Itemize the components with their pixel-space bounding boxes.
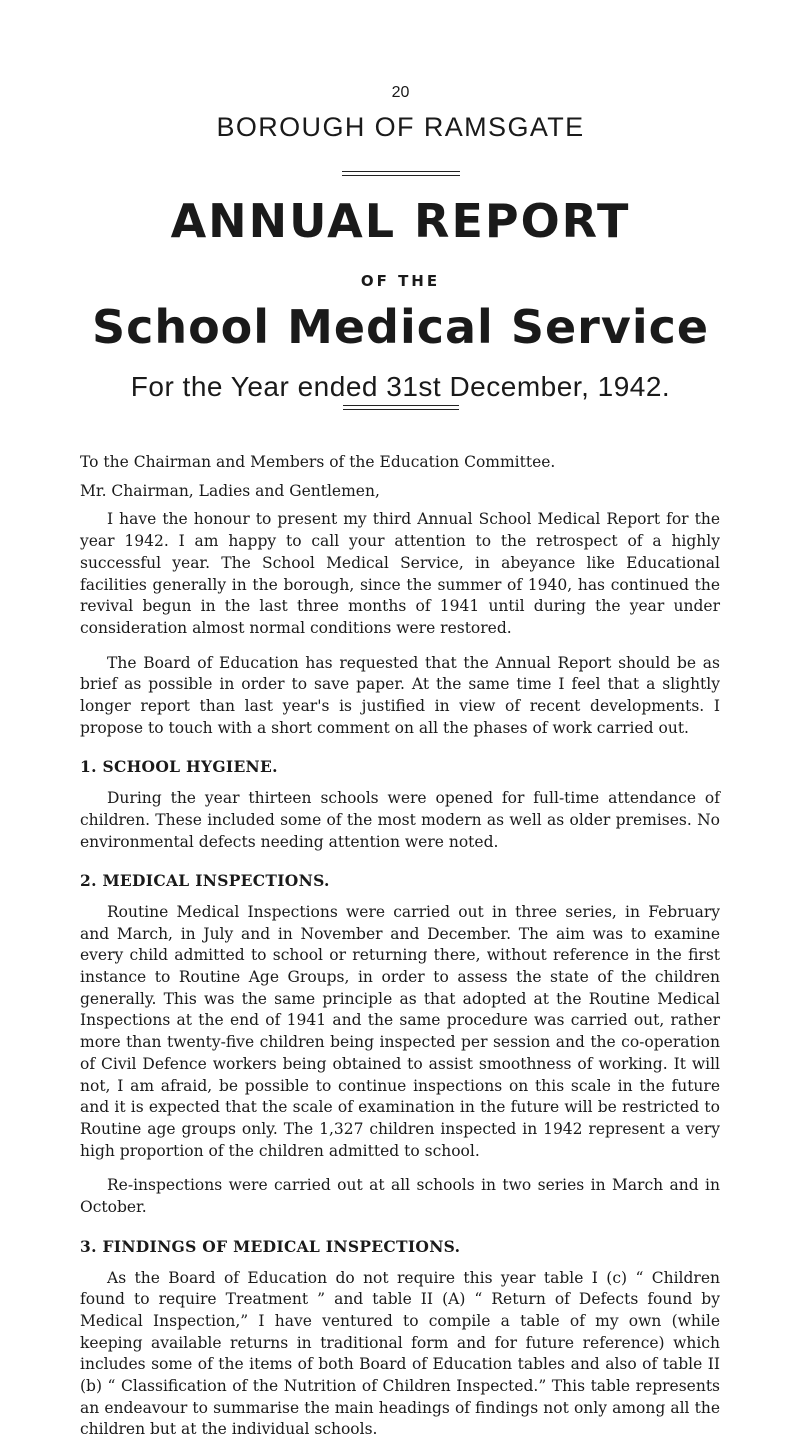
section-heading-findings: 3. FINDINGS OF MEDICAL INSPECTIONS. [80,1236,720,1258]
section-paragraph: Routine Medical Inspections were carried out in three series, in February and March, in July and in November and December. The aim was to examine every child admitted to school or returning there, without reference in the first instance to Routine Age Groups, in order to assess the state of the children generally. This was the same principle as that adopted at the Routine Medical Inspections at the end of 1941 and the same procedure was carried out, rather more than twenty-five children being inspected per session and the co-operation of Civil Defence workers being obtained to assist smoothness of working. It will not, I am afraid, be possible to continue inspections on this scale in the future and it is expected that the scale of examination in the future will be restricted to Routine age groups only. The 1,327 children inspected in 1942 represent a very high proportion of the children admitted to school. [80,902,720,1162]
mid-double-rule-lower [343,409,459,410]
report-title: ANNUAL REPORT [0,194,801,248]
intro-paragraph-2: The Board of Education has requested that the Annual Report should be as brief as possible in order to save paper. At the same time I feel that a slightly longer report than last year's is justified in view of recent developments. I propose to touch with a short comment on all the phases of work carried out. [80,653,720,740]
service-title: School Medical Service [0,300,801,354]
top-double-rule-lower [342,175,460,176]
section-paragraph: Re-inspections were carried out at all schools in two series in March and in October. [80,1175,720,1218]
borough-heading: BOROUGH OF RAMSGATE [0,112,801,143]
page-number: 20 [0,84,801,102]
section-heading-medical-inspections: 2. MEDICAL INSPECTIONS. [80,870,720,892]
salutation: Mr. Chairman, Ladies and Gentlemen, [80,481,720,503]
section-heading-school-hygiene: 1. SCHOOL HYGIENE. [80,756,720,778]
mid-double-rule-upper [343,405,459,406]
intro-paragraph-1: I have the honour to present my third Annual School Medical Report for the year 1942. I am happy to call your attention to the retrospect of a highly successful year. The School Medical Service, in abeyance like Educational facilities generally in the borough, since the summer of 1940, has continued the revival begun in the last three months of 1941 until during the year under consideration almost normal conditions were restored. [80,509,720,639]
report-year-subtitle: For the Year ended 31st December, 1942. [0,371,801,403]
section-paragraph: During the year thirteen schools were opened for full-time attendance of children. These included some of the most modern as well as older premises. No environmental defects needing attention were noted. [80,788,720,853]
section-paragraph: As the Board of Education do not require this year table I (c) “ Children found to require Treatment ” and table II (A) “ Return of Defects found by Medical Inspection,” I have ventured to compile a table of my own (while keeping available returns in traditional form and for future reference) which includes some of the items of both Board of Education tables and also of table II (b) “ Classification of the Nutrition of Children Inspected.” This table represents an endeavour to summarise the main headings of findings not only among all the children but at the individual schools. [80,1268,720,1441]
report-title-connector: OF THE [0,272,801,290]
addressee: To the Chairman and Members of the Education Committee. [80,452,720,474]
top-double-rule-upper [342,171,460,172]
letter-body [80,452,720,1441]
